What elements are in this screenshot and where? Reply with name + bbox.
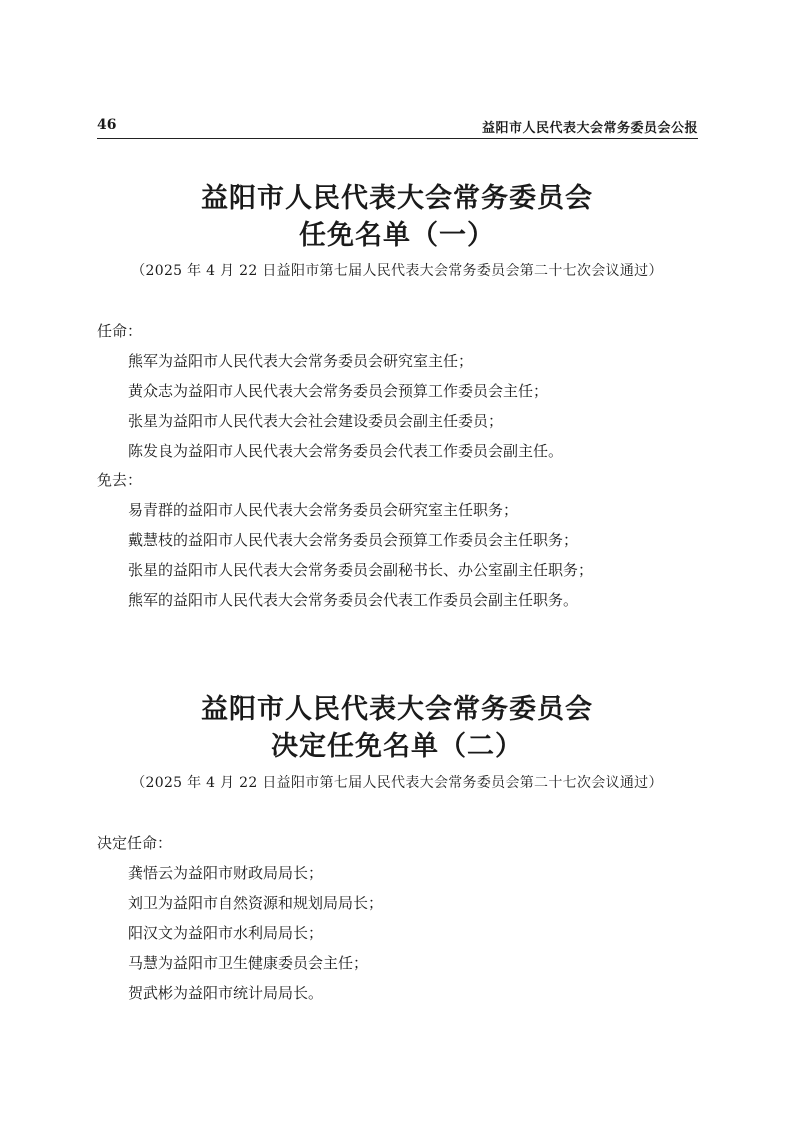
running-title: 益阳市人民代表大会常务委员会公报 [481,121,698,136]
list-item: 龚悟云为益阳市财政局局长； [128,864,324,882]
list-item: 易青群的益阳市人民代表大会常务委员会研究室主任职务； [128,501,519,519]
doc1-title-line2: 任免名单（一） [299,220,495,251]
page-header [97,116,698,139]
list-item: 熊军的益阳市人民代表大会常务委员会代表工作委员会副主任职务。 [128,591,579,609]
list-item: 陈发良为益阳市人民代表大会常务委员会代表工作委员会副主任。 [128,442,564,460]
list-item: 刘卫为益阳市自然资源和规划局局长； [128,894,384,912]
doc2-meeting-note: （2025 年 4 月 22 日益阳市第七届人民代表大会常务委员会第二十七次会议通过） [131,775,663,791]
list-item: 马慧为益阳市卫生健康委员会主任； [128,954,369,972]
doc1-appoint-label: 任命： [97,322,143,340]
doc2-title-line1: 益阳市人民代表大会常务委员会 [201,694,593,725]
doc2-decide-label: 决定任命： [97,834,173,852]
page-number: 46 [97,117,117,133]
doc2-title-line2: 决定任免名单（二） [271,731,523,762]
doc1-meeting-note: （2025 年 4 月 22 日益阳市第七届人民代表大会常务委员会第二十七次会议通过） [131,263,663,279]
doc1-title-line1: 益阳市人民代表大会常务委员会 [201,183,593,214]
list-item: 戴慧枝的益阳市人民代表大会常务委员会预算工作委员会主任职务； [128,531,579,549]
list-item: 黄众志为益阳市人民代表大会常务委员会预算工作委员会主任； [128,382,549,400]
list-item: 贺武彬为益阳市统计局局长。 [128,984,324,1002]
list-item: 张星为益阳市人民代表大会社会建设委员会副主任委员； [128,412,504,430]
list-item: 张星的益阳市人民代表大会常务委员会副秘书长、办公室副主任职务； [128,561,594,579]
doc1-remove-label: 免去： [97,471,143,489]
list-item: 熊军为益阳市人民代表大会常务委员会研究室主任； [128,352,474,370]
list-item: 阳汉文为益阳市水利局局长； [128,924,324,942]
